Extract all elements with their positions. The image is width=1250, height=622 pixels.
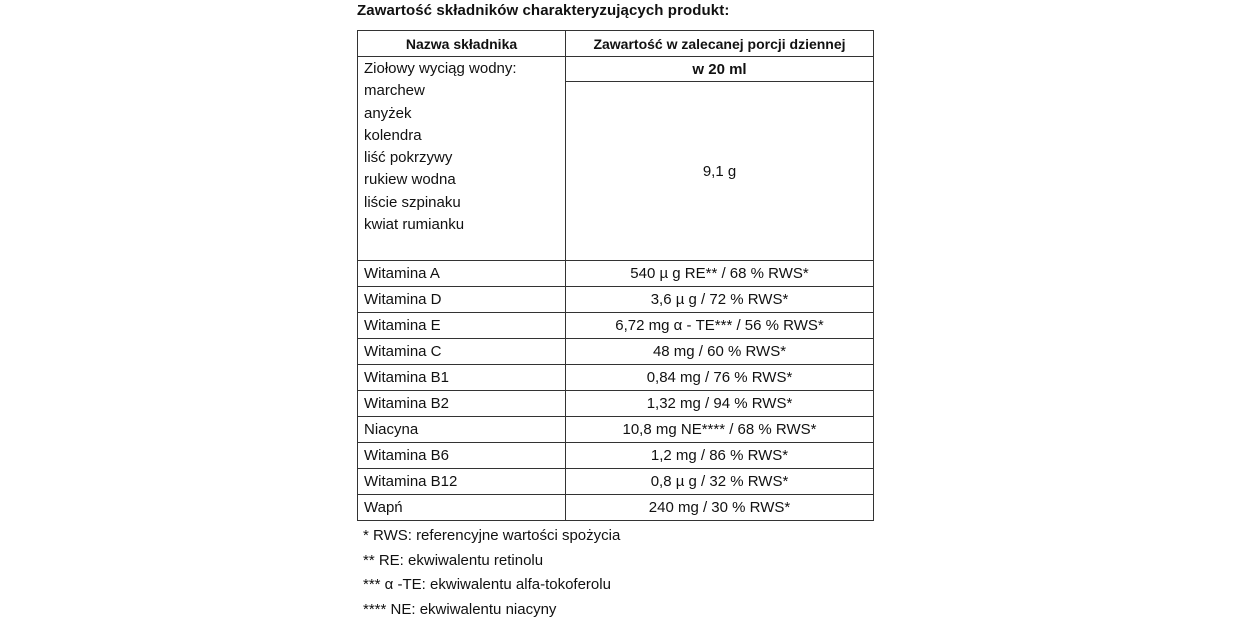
- table-row: [358, 365, 874, 391]
- ingredients-table: [357, 30, 874, 521]
- ingredient-amount: 3,6 µ g / 72 % RWS*: [566, 287, 874, 313]
- herbal-line: rukiew wodna: [364, 171, 456, 189]
- ingredient-amount: 10,8 mg NE**** / 68 % RWS*: [566, 417, 874, 443]
- header-daily-amount: Zawartość w zalecanej porcji dziennej: [566, 31, 874, 57]
- herbal-line: anyżek: [364, 104, 412, 122]
- serving-row: [358, 57, 874, 82]
- table-row: [358, 261, 874, 287]
- ingredient-amount: 6,72 mg α - TE*** / 56 % RWS*: [566, 313, 874, 339]
- footnote-re: ** RE: ekwiwalentu retinolu: [363, 551, 544, 569]
- footnote-alpha-te: *** α -TE: ekwiwalentu alfa-tokoferolu: [363, 576, 611, 594]
- footnote-rws: * RWS: referencyjne wartości spożycia: [363, 527, 621, 544]
- ingredient-name: Niacyna: [358, 417, 566, 443]
- serving-size: w 20 ml: [566, 57, 874, 82]
- ingredient-amount: 0,84 mg / 76 % RWS*: [566, 365, 874, 391]
- herbal-line: marchew: [364, 82, 425, 100]
- ingredient-name: Witamina B6: [358, 443, 566, 469]
- footnote-ne: **** NE: ekwiwalentu niacyny: [363, 600, 557, 618]
- ingredient-amount: 1,2 mg / 86 % RWS*: [566, 443, 874, 469]
- ingredient-name: Witamina B2: [358, 391, 566, 417]
- table-row: [358, 313, 874, 339]
- ingredient-name: Witamina E: [358, 313, 566, 339]
- ingredient-name: Witamina D: [358, 287, 566, 313]
- herbal-line: liść pokrzywy: [364, 149, 453, 167]
- footnotes: [363, 524, 620, 622]
- header-ingredient-name: Nazwa składnika: [358, 31, 566, 57]
- ingredient-name: Wapń: [358, 495, 566, 521]
- table-row: [358, 495, 874, 521]
- herbal-line: Ziołowy wyciąg wodny:: [364, 60, 517, 77]
- ingredient-name: Witamina B1: [358, 365, 566, 391]
- table-row: [358, 391, 874, 417]
- table-row: [358, 469, 874, 495]
- ingredient-amount: 540 µ g RE** / 68 % RWS*: [566, 261, 874, 287]
- ingredient-amount: 240 mg / 30 % RWS*: [566, 495, 874, 521]
- herbal-extract-cell: [358, 57, 566, 261]
- herbal-line: kolendra: [364, 126, 422, 144]
- table-row: [358, 339, 874, 365]
- table-header-row: [358, 31, 874, 57]
- ingredient-amount: 48 mg / 60 % RWS*: [566, 339, 874, 365]
- table-row: [358, 417, 874, 443]
- table-row: [358, 287, 874, 313]
- herbal-amount: 9,1 g: [566, 82, 874, 261]
- ingredient-amount: 0,8 µ g / 32 % RWS*: [566, 469, 874, 495]
- ingredient-name: Witamina B12: [358, 469, 566, 495]
- ingredient-name: Witamina A: [358, 261, 566, 287]
- herbal-line: liście szpinaku: [364, 193, 461, 211]
- herbal-line: kwiat rumianku: [364, 216, 465, 234]
- ingredient-amount: 1,32 mg / 94 % RWS*: [566, 391, 874, 417]
- document-title: Zawartość składników charakteryzujących produkt:: [357, 2, 730, 19]
- table-row: [358, 443, 874, 469]
- ingredient-name: Witamina C: [358, 339, 566, 365]
